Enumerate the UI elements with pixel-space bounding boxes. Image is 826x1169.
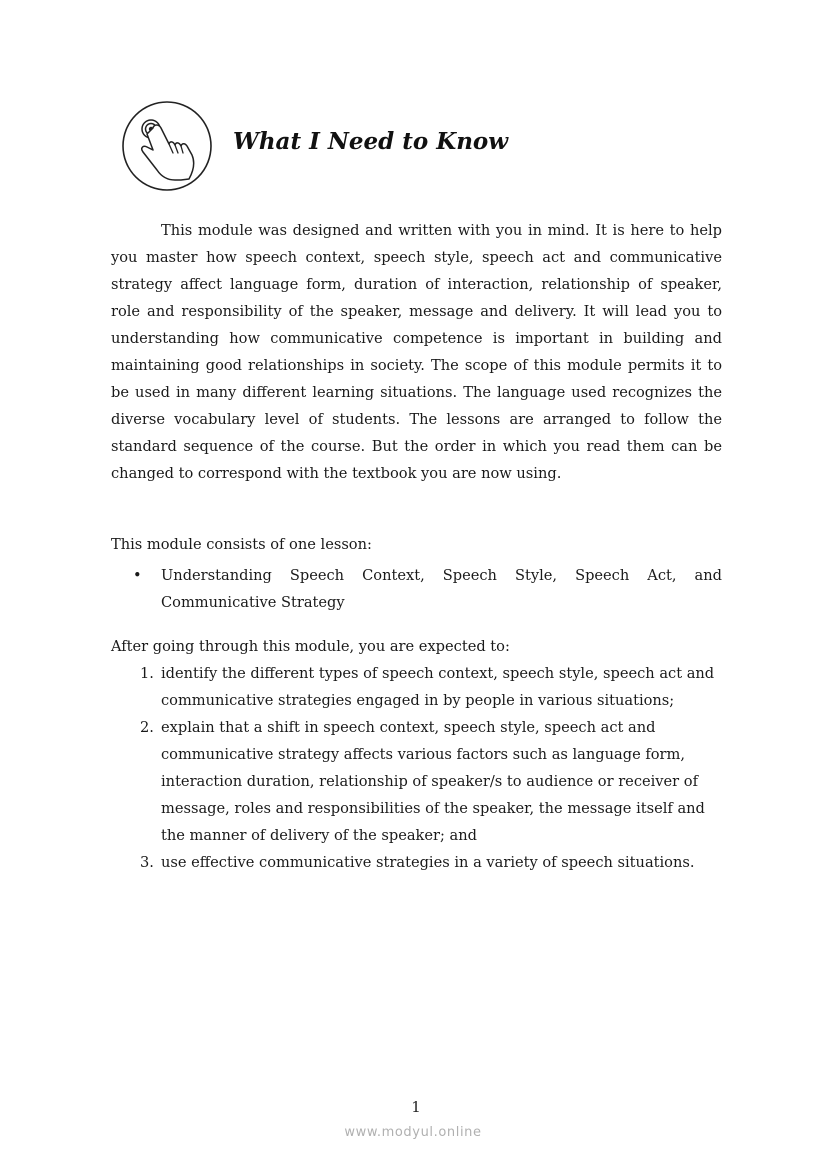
objective-number: 2. — [140, 719, 154, 736]
objective-number: 1. — [140, 665, 154, 682]
lesson-list — [111, 562, 722, 616]
watermark: www.modyul.online — [344, 1125, 482, 1140]
list-item — [111, 562, 722, 616]
list-item — [111, 714, 722, 849]
objectives-intro: After going through this module, you are expected to: — [111, 638, 510, 655]
bullet-icon: • — [133, 567, 142, 584]
lessons-intro: This module consists of one lesson: — [111, 536, 372, 553]
page-title: What I Need to Know — [233, 128, 509, 155]
objective-number: 3. — [140, 854, 154, 871]
objective-text: explain that a shift in speech context, speech style, speech act and communicative strategy affects various factors such as language form, interaction duration, relationship of speaker/s to audience or receiver of message, roles and responsibilities of the speaker, the message itself and the manner of delivery of the speaker; and — [161, 719, 705, 844]
list-item — [111, 849, 722, 876]
objective-text: use effective communicative strategies in a variety of speech situations. — [161, 854, 695, 871]
list-item — [111, 660, 722, 714]
tap-hand-icon — [121, 100, 213, 192]
intro-paragraph: This module was designed and written with you in mind. It is here to help you master how speech context, speech style, speech act and communicative strategy affect language form, duration of interaction, relationship of speaker, role and responsibility of the speaker, message and delivery. It will lead you to understanding how communicative competence is important in building and maintaining good relationships in society. The scope of this module permits it to be used in many different learning situations. The language used recognizes the diverse vocabulary level of students. The lessons are arranged to follow the standard sequence of the course. But the order in which you read them can be changed to correspond with the textbook you are now using. — [111, 222, 722, 482]
page-number: 1 — [411, 1098, 421, 1116]
module-body — [111, 217, 722, 876]
lesson-title: Understanding Speech Context, Speech Style, Speech Act, and Communicative Strategy — [161, 567, 722, 611]
objective-list — [111, 660, 722, 876]
objective-text: identify the different types of speech context, speech style, speech act and communicative strategies engaged in by people in various situations; — [161, 665, 715, 709]
